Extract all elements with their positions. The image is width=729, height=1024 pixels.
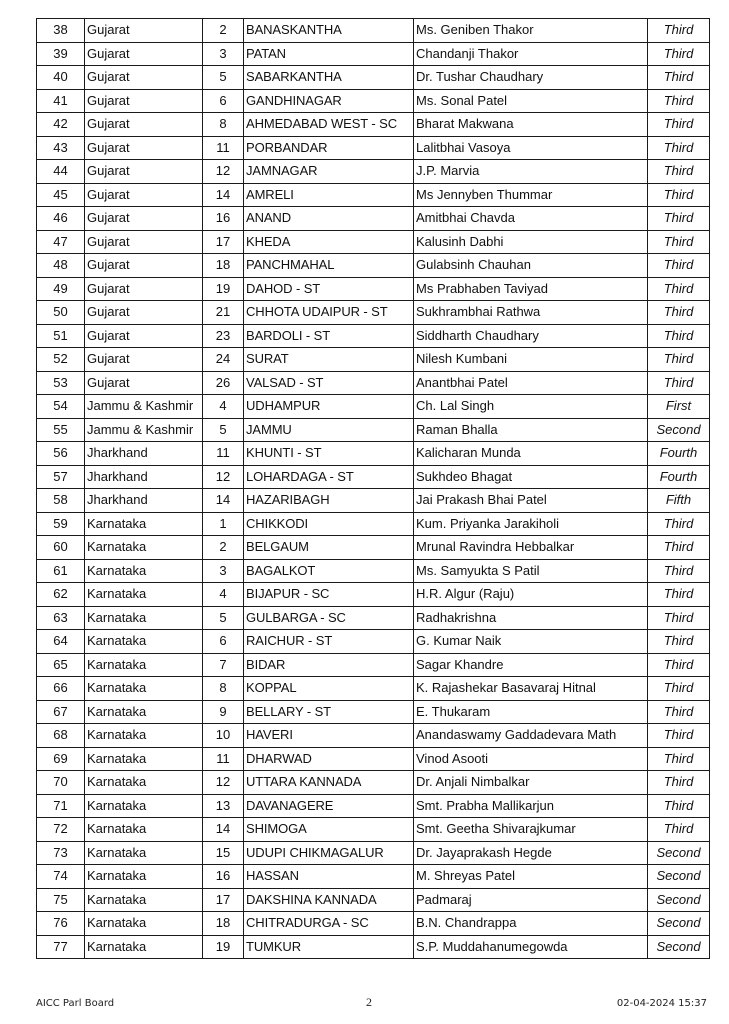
list-cell: Second bbox=[648, 912, 710, 936]
list-cell: Third bbox=[648, 371, 710, 395]
candidate-name-cell: Kalicharan Munda bbox=[414, 442, 648, 466]
serial-number-cell: 66 bbox=[37, 677, 85, 701]
pc-number-cell: 16 bbox=[203, 865, 244, 889]
state-cell: Gujarat bbox=[85, 66, 203, 90]
serial-number-cell: 60 bbox=[37, 536, 85, 560]
serial-number-cell: 47 bbox=[37, 230, 85, 254]
candidate-name-cell: Smt. Geetha Shivarajkumar bbox=[414, 818, 648, 842]
table-row bbox=[37, 771, 710, 795]
pc-number-cell: 12 bbox=[203, 465, 244, 489]
constituency-cell: PANCHMAHAL bbox=[244, 254, 414, 278]
constituency-cell: UTTARA KANNADA bbox=[244, 771, 414, 795]
candidate-name-cell: Radhakrishna bbox=[414, 606, 648, 630]
candidate-name-cell: Ms. Samyukta S Patil bbox=[414, 559, 648, 583]
table-row bbox=[37, 277, 710, 301]
serial-number-cell: 44 bbox=[37, 160, 85, 184]
state-cell: Jammu & Kashmir bbox=[85, 395, 203, 419]
pc-number-cell: 3 bbox=[203, 559, 244, 583]
pc-number-cell: 24 bbox=[203, 348, 244, 372]
list-cell: First bbox=[648, 395, 710, 419]
table-row bbox=[37, 536, 710, 560]
state-cell: Karnataka bbox=[85, 536, 203, 560]
pc-number-cell: 19 bbox=[203, 935, 244, 959]
pc-number-cell: 4 bbox=[203, 583, 244, 607]
table-row bbox=[37, 348, 710, 372]
table-row bbox=[37, 865, 710, 889]
serial-number-cell: 42 bbox=[37, 113, 85, 137]
serial-number-cell: 38 bbox=[37, 19, 85, 43]
table-row bbox=[37, 559, 710, 583]
serial-number-cell: 41 bbox=[37, 89, 85, 113]
list-cell: Third bbox=[648, 42, 710, 66]
serial-number-cell: 69 bbox=[37, 747, 85, 771]
serial-number-cell: 50 bbox=[37, 301, 85, 325]
candidate-name-cell: Nilesh Kumbani bbox=[414, 348, 648, 372]
serial-number-cell: 59 bbox=[37, 512, 85, 536]
table-row bbox=[37, 66, 710, 90]
constituency-cell: SABARKANTHA bbox=[244, 66, 414, 90]
state-cell: Gujarat bbox=[85, 113, 203, 137]
serial-number-cell: 52 bbox=[37, 348, 85, 372]
list-cell: Third bbox=[648, 700, 710, 724]
serial-number-cell: 65 bbox=[37, 653, 85, 677]
list-cell: Second bbox=[648, 841, 710, 865]
list-cell: Second bbox=[648, 935, 710, 959]
table-row bbox=[37, 606, 710, 630]
candidate-name-cell: Gulabsinh Chauhan bbox=[414, 254, 648, 278]
state-cell: Karnataka bbox=[85, 935, 203, 959]
table-row bbox=[37, 442, 710, 466]
constituency-cell: PORBANDAR bbox=[244, 136, 414, 160]
state-cell: Karnataka bbox=[85, 771, 203, 795]
pc-number-cell: 19 bbox=[203, 277, 244, 301]
state-cell: Gujarat bbox=[85, 348, 203, 372]
candidate-name-cell: Anantbhai Patel bbox=[414, 371, 648, 395]
pc-number-cell: 21 bbox=[203, 301, 244, 325]
candidate-name-cell: G. Kumar Naik bbox=[414, 630, 648, 654]
constituency-cell: KHUNTI - ST bbox=[244, 442, 414, 466]
candidate-name-cell: H.R. Algur (Raju) bbox=[414, 583, 648, 607]
pc-number-cell: 11 bbox=[203, 136, 244, 160]
state-cell: Karnataka bbox=[85, 700, 203, 724]
table-row bbox=[37, 700, 710, 724]
state-cell: Jharkhand bbox=[85, 442, 203, 466]
serial-number-cell: 53 bbox=[37, 371, 85, 395]
table-row bbox=[37, 301, 710, 325]
candidate-name-cell: Dr. Anjali Nimbalkar bbox=[414, 771, 648, 795]
pc-number-cell: 1 bbox=[203, 512, 244, 536]
list-cell: Third bbox=[648, 653, 710, 677]
pc-number-cell: 14 bbox=[203, 489, 244, 513]
serial-number-cell: 72 bbox=[37, 818, 85, 842]
state-cell: Gujarat bbox=[85, 230, 203, 254]
pc-number-cell: 17 bbox=[203, 230, 244, 254]
list-cell: Third bbox=[648, 794, 710, 818]
candidate-name-cell: Padmaraj bbox=[414, 888, 648, 912]
constituency-cell: BIDAR bbox=[244, 653, 414, 677]
list-cell: Third bbox=[648, 348, 710, 372]
serial-number-cell: 58 bbox=[37, 489, 85, 513]
pc-number-cell: 14 bbox=[203, 183, 244, 207]
table-row bbox=[37, 183, 710, 207]
serial-number-cell: 62 bbox=[37, 583, 85, 607]
serial-number-cell: 77 bbox=[37, 935, 85, 959]
state-cell: Karnataka bbox=[85, 794, 203, 818]
serial-number-cell: 49 bbox=[37, 277, 85, 301]
state-cell: Karnataka bbox=[85, 818, 203, 842]
state-cell: Karnataka bbox=[85, 559, 203, 583]
list-cell: Third bbox=[648, 277, 710, 301]
constituency-cell: CHIKKODI bbox=[244, 512, 414, 536]
pc-number-cell: 14 bbox=[203, 818, 244, 842]
table-row bbox=[37, 42, 710, 66]
candidate-name-cell: E. Thukaram bbox=[414, 700, 648, 724]
pc-number-cell: 2 bbox=[203, 19, 244, 43]
constituency-cell: ANAND bbox=[244, 207, 414, 231]
serial-number-cell: 48 bbox=[37, 254, 85, 278]
constituency-cell: HASSAN bbox=[244, 865, 414, 889]
table-row bbox=[37, 747, 710, 771]
candidate-name-cell: Ms. Sonal Patel bbox=[414, 89, 648, 113]
constituency-cell: HAZARIBAGH bbox=[244, 489, 414, 513]
state-cell: Gujarat bbox=[85, 183, 203, 207]
constituency-cell: JAMNAGAR bbox=[244, 160, 414, 184]
list-cell: Third bbox=[648, 583, 710, 607]
state-cell: Jharkhand bbox=[85, 465, 203, 489]
pc-number-cell: 23 bbox=[203, 324, 244, 348]
serial-number-cell: 75 bbox=[37, 888, 85, 912]
pc-number-cell: 18 bbox=[203, 912, 244, 936]
table-row bbox=[37, 465, 710, 489]
list-cell: Third bbox=[648, 19, 710, 43]
state-cell: Gujarat bbox=[85, 19, 203, 43]
candidate-name-cell: Dr. Jayaprakash Hegde bbox=[414, 841, 648, 865]
list-cell: Third bbox=[648, 324, 710, 348]
pc-number-cell: 6 bbox=[203, 89, 244, 113]
list-cell: Third bbox=[648, 606, 710, 630]
state-cell: Karnataka bbox=[85, 677, 203, 701]
candidate-table bbox=[36, 18, 710, 959]
table-row bbox=[37, 630, 710, 654]
serial-number-cell: 61 bbox=[37, 559, 85, 583]
constituency-cell: UDHAMPUR bbox=[244, 395, 414, 419]
state-cell: Karnataka bbox=[85, 841, 203, 865]
list-cell: Third bbox=[648, 677, 710, 701]
pc-number-cell: 2 bbox=[203, 536, 244, 560]
candidate-name-cell: Sagar Khandre bbox=[414, 653, 648, 677]
candidate-name-cell: Siddharth Chaudhary bbox=[414, 324, 648, 348]
list-cell: Third bbox=[648, 559, 710, 583]
constituency-cell: SURAT bbox=[244, 348, 414, 372]
list-cell: Third bbox=[648, 724, 710, 748]
constituency-cell: DAVANAGERE bbox=[244, 794, 414, 818]
serial-number-cell: 76 bbox=[37, 912, 85, 936]
table-row bbox=[37, 89, 710, 113]
table-row bbox=[37, 136, 710, 160]
constituency-cell: VALSAD - ST bbox=[244, 371, 414, 395]
list-cell: Third bbox=[648, 512, 710, 536]
candidate-name-cell: Dr. Tushar Chaudhary bbox=[414, 66, 648, 90]
table-row bbox=[37, 19, 710, 43]
pc-number-cell: 8 bbox=[203, 113, 244, 137]
pc-number-cell: 8 bbox=[203, 677, 244, 701]
list-cell: Third bbox=[648, 113, 710, 137]
candidate-name-cell: Amitbhai Chavda bbox=[414, 207, 648, 231]
state-cell: Karnataka bbox=[85, 724, 203, 748]
constituency-cell: SHIMOGA bbox=[244, 818, 414, 842]
pc-number-cell: 16 bbox=[203, 207, 244, 231]
list-cell: Fifth bbox=[648, 489, 710, 513]
constituency-cell: CHHOTA UDAIPUR - ST bbox=[244, 301, 414, 325]
constituency-cell: AHMEDABAD WEST - SC bbox=[244, 113, 414, 137]
pc-number-cell: 12 bbox=[203, 160, 244, 184]
state-cell: Karnataka bbox=[85, 606, 203, 630]
pc-number-cell: 5 bbox=[203, 418, 244, 442]
serial-number-cell: 56 bbox=[37, 442, 85, 466]
table-row bbox=[37, 371, 710, 395]
candidate-table-body bbox=[37, 19, 710, 959]
serial-number-cell: 73 bbox=[37, 841, 85, 865]
candidate-name-cell: Mrunal Ravindra Hebbalkar bbox=[414, 536, 648, 560]
pc-number-cell: 12 bbox=[203, 771, 244, 795]
pc-number-cell: 7 bbox=[203, 653, 244, 677]
constituency-cell: BIJAPUR - SC bbox=[244, 583, 414, 607]
candidate-name-cell: B.N. Chandrappa bbox=[414, 912, 648, 936]
table-row bbox=[37, 888, 710, 912]
table-row bbox=[37, 207, 710, 231]
list-cell: Fourth bbox=[648, 465, 710, 489]
serial-number-cell: 39 bbox=[37, 42, 85, 66]
constituency-cell: DAKSHINA KANNADA bbox=[244, 888, 414, 912]
table-row bbox=[37, 935, 710, 959]
list-cell: Third bbox=[648, 630, 710, 654]
table-row bbox=[37, 677, 710, 701]
state-cell: Karnataka bbox=[85, 512, 203, 536]
table-row bbox=[37, 324, 710, 348]
list-cell: Second bbox=[648, 865, 710, 889]
constituency-cell: DHARWAD bbox=[244, 747, 414, 771]
state-cell: Gujarat bbox=[85, 207, 203, 231]
candidate-name-cell: Ms Prabhaben Taviyad bbox=[414, 277, 648, 301]
table-row bbox=[37, 724, 710, 748]
list-cell: Third bbox=[648, 771, 710, 795]
pc-number-cell: 10 bbox=[203, 724, 244, 748]
pc-number-cell: 18 bbox=[203, 254, 244, 278]
serial-number-cell: 68 bbox=[37, 724, 85, 748]
list-cell: Third bbox=[648, 207, 710, 231]
serial-number-cell: 45 bbox=[37, 183, 85, 207]
candidate-name-cell: Lalitbhai Vasoya bbox=[414, 136, 648, 160]
constituency-cell: KHEDA bbox=[244, 230, 414, 254]
constituency-cell: GULBARGA - SC bbox=[244, 606, 414, 630]
constituency-cell: PATAN bbox=[244, 42, 414, 66]
state-cell: Karnataka bbox=[85, 888, 203, 912]
state-cell: Jammu & Kashmir bbox=[85, 418, 203, 442]
constituency-cell: BELLARY - ST bbox=[244, 700, 414, 724]
serial-number-cell: 54 bbox=[37, 395, 85, 419]
table-row bbox=[37, 841, 710, 865]
list-cell: Second bbox=[648, 888, 710, 912]
state-cell: Gujarat bbox=[85, 324, 203, 348]
candidate-name-cell: M. Shreyas Patel bbox=[414, 865, 648, 889]
serial-number-cell: 55 bbox=[37, 418, 85, 442]
candidate-name-cell: Sukhdeo Bhagat bbox=[414, 465, 648, 489]
state-cell: Gujarat bbox=[85, 42, 203, 66]
serial-number-cell: 40 bbox=[37, 66, 85, 90]
serial-number-cell: 51 bbox=[37, 324, 85, 348]
table-row bbox=[37, 418, 710, 442]
pc-number-cell: 3 bbox=[203, 42, 244, 66]
table-row bbox=[37, 818, 710, 842]
pc-number-cell: 9 bbox=[203, 700, 244, 724]
candidate-name-cell: J.P. Marvia bbox=[414, 160, 648, 184]
list-cell: Fourth bbox=[648, 442, 710, 466]
candidate-name-cell: Kum. Priyanka Jarakiholi bbox=[414, 512, 648, 536]
constituency-cell: BANASKANTHA bbox=[244, 19, 414, 43]
table-row bbox=[37, 583, 710, 607]
pc-number-cell: 5 bbox=[203, 66, 244, 90]
serial-number-cell: 74 bbox=[37, 865, 85, 889]
candidate-name-cell: Kalusinh Dabhi bbox=[414, 230, 648, 254]
state-cell: Karnataka bbox=[85, 747, 203, 771]
constituency-cell: BAGALKOT bbox=[244, 559, 414, 583]
candidate-name-cell: Anandaswamy Gaddadevara Math bbox=[414, 724, 648, 748]
serial-number-cell: 70 bbox=[37, 771, 85, 795]
constituency-cell: JAMMU bbox=[244, 418, 414, 442]
list-cell: Second bbox=[648, 418, 710, 442]
constituency-cell: BELGAUM bbox=[244, 536, 414, 560]
table-row bbox=[37, 113, 710, 137]
constituency-cell: LOHARDAGA - ST bbox=[244, 465, 414, 489]
serial-number-cell: 64 bbox=[37, 630, 85, 654]
list-cell: Third bbox=[648, 160, 710, 184]
serial-number-cell: 43 bbox=[37, 136, 85, 160]
state-cell: Gujarat bbox=[85, 371, 203, 395]
constituency-cell: BARDOLI - ST bbox=[244, 324, 414, 348]
candidate-name-cell: Vinod Asooti bbox=[414, 747, 648, 771]
state-cell: Jharkhand bbox=[85, 489, 203, 513]
pc-number-cell: 11 bbox=[203, 442, 244, 466]
candidate-name-cell: S.P. Muddahanumegowda bbox=[414, 935, 648, 959]
pc-number-cell: 4 bbox=[203, 395, 244, 419]
pc-number-cell: 5 bbox=[203, 606, 244, 630]
candidate-name-cell: Raman Bhalla bbox=[414, 418, 648, 442]
list-cell: Third bbox=[648, 301, 710, 325]
footer-org: AICC Parl Board bbox=[36, 998, 115, 1009]
state-cell: Gujarat bbox=[85, 301, 203, 325]
candidate-name-cell: Smt. Prabha Mallikarjun bbox=[414, 794, 648, 818]
candidate-name-cell: Ms. Geniben Thakor bbox=[414, 19, 648, 43]
state-cell: Gujarat bbox=[85, 136, 203, 160]
list-cell: Third bbox=[648, 818, 710, 842]
page-number: 2 bbox=[366, 995, 372, 1009]
state-cell: Karnataka bbox=[85, 583, 203, 607]
constituency-cell: CHITRADURGA - SC bbox=[244, 912, 414, 936]
list-cell: Third bbox=[648, 254, 710, 278]
serial-number-cell: 71 bbox=[37, 794, 85, 818]
state-cell: Gujarat bbox=[85, 254, 203, 278]
candidate-name-cell: Ch. Lal Singh bbox=[414, 395, 648, 419]
list-cell: Third bbox=[648, 536, 710, 560]
table-row bbox=[37, 794, 710, 818]
serial-number-cell: 57 bbox=[37, 465, 85, 489]
state-cell: Gujarat bbox=[85, 89, 203, 113]
candidate-name-cell: Sukhrambhai Rathwa bbox=[414, 301, 648, 325]
state-cell: Karnataka bbox=[85, 865, 203, 889]
constituency-cell: GANDHINAGAR bbox=[244, 89, 414, 113]
candidate-name-cell: Ms Jennyben Thummar bbox=[414, 183, 648, 207]
pc-number-cell: 17 bbox=[203, 888, 244, 912]
list-cell: Third bbox=[648, 89, 710, 113]
pc-number-cell: 6 bbox=[203, 630, 244, 654]
candidate-name-cell: Bharat Makwana bbox=[414, 113, 648, 137]
pc-number-cell: 13 bbox=[203, 794, 244, 818]
pc-number-cell: 11 bbox=[203, 747, 244, 771]
list-cell: Third bbox=[648, 183, 710, 207]
pc-number-cell: 26 bbox=[203, 371, 244, 395]
state-cell: Karnataka bbox=[85, 630, 203, 654]
constituency-cell: KOPPAL bbox=[244, 677, 414, 701]
table-row bbox=[37, 512, 710, 536]
state-cell: Karnataka bbox=[85, 912, 203, 936]
footer-timestamp: 02-04-2024 15:37 bbox=[616, 998, 707, 1009]
state-cell: Karnataka bbox=[85, 653, 203, 677]
table-row bbox=[37, 230, 710, 254]
state-cell: Gujarat bbox=[85, 277, 203, 301]
list-cell: Third bbox=[648, 747, 710, 771]
candidate-name-cell: K. Rajashekar Basavaraj Hitnal bbox=[414, 677, 648, 701]
constituency-cell: RAICHUR - ST bbox=[244, 630, 414, 654]
candidate-name-cell: Chandanji Thakor bbox=[414, 42, 648, 66]
list-cell: Third bbox=[648, 136, 710, 160]
list-cell: Third bbox=[648, 66, 710, 90]
candidate-name-cell: Jai Prakash Bhai Patel bbox=[414, 489, 648, 513]
constituency-cell: TUMKUR bbox=[244, 935, 414, 959]
constituency-cell: HAVERI bbox=[244, 724, 414, 748]
pc-number-cell: 15 bbox=[203, 841, 244, 865]
table-row bbox=[37, 653, 710, 677]
constituency-cell: DAHOD - ST bbox=[244, 277, 414, 301]
table-row bbox=[37, 395, 710, 419]
constituency-cell: AMRELI bbox=[244, 183, 414, 207]
constituency-cell: UDUPI CHIKMAGALUR bbox=[244, 841, 414, 865]
table-row bbox=[37, 254, 710, 278]
table-row bbox=[37, 160, 710, 184]
serial-number-cell: 63 bbox=[37, 606, 85, 630]
table-row bbox=[37, 912, 710, 936]
table-row bbox=[37, 489, 710, 513]
serial-number-cell: 67 bbox=[37, 700, 85, 724]
serial-number-cell: 46 bbox=[37, 207, 85, 231]
state-cell: Gujarat bbox=[85, 160, 203, 184]
list-cell: Third bbox=[648, 230, 710, 254]
